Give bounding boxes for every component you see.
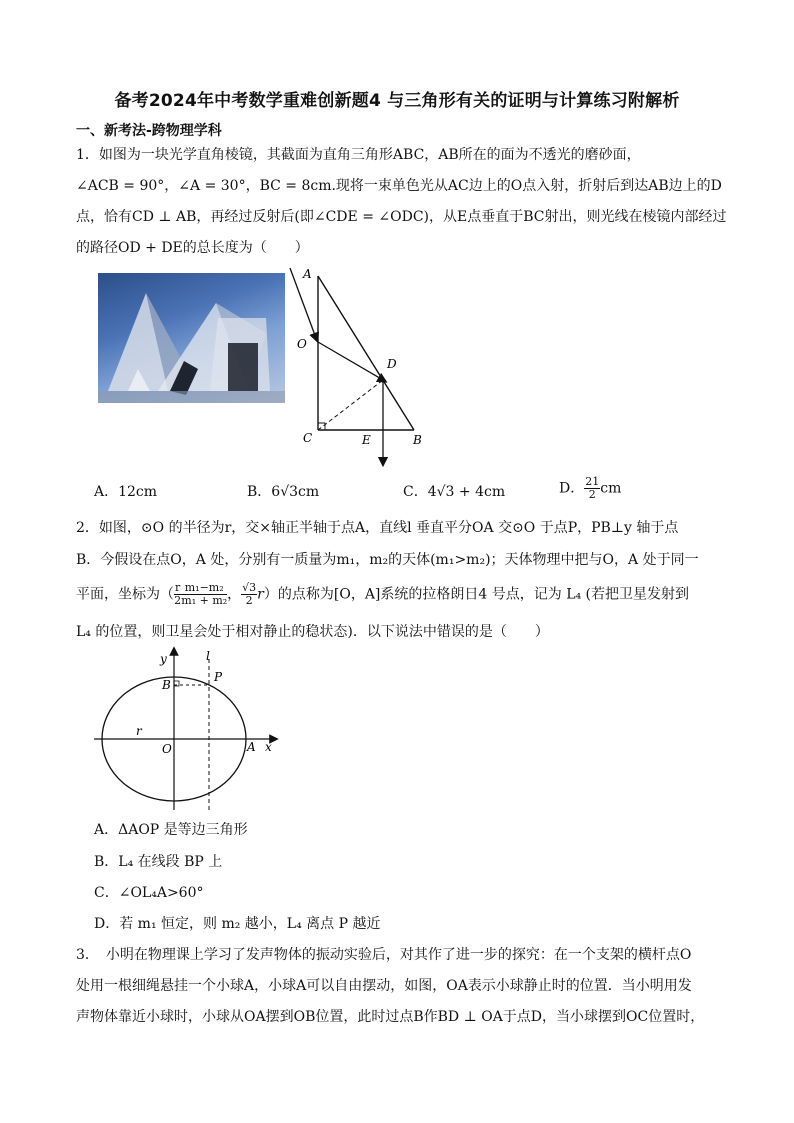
q3-line-1: 3． 小明在物理课上学习了发声物体的振动实验后，对其作了进一步的探究：在一个支架的横杆点O: [76, 947, 692, 963]
q2-frac-3: [241, 582, 257, 607]
q1-option-d-unit: cm: [600, 480, 622, 497]
q1-option-d-den: 2: [588, 488, 596, 501]
q2-line-3-prefix: 平面，坐标为（: [76, 586, 174, 603]
q2-option-d: D．若 m₁ 恒定，则 m₂ 越小，L₄ 离点 P 越近: [94, 916, 381, 932]
q2-frac-1-den: 2: [174, 594, 182, 607]
q2-frac-2-num: m₁−m₂: [181, 582, 227, 595]
q1-line-1: 1．如图为一块光学直角棱镜，其截面为直角三角形ABC，AB所在的面为不透光的磨砂面，: [76, 147, 641, 163]
q1-option-d-fraction: [584, 476, 600, 501]
q3-line-3: 声物体靠近小球时，小球从OA摆到OB位置，此时过点B作BD ⊥ OA于点D，当小球摆到OC位置时，: [76, 1009, 705, 1025]
label-P: P: [214, 670, 223, 684]
q2-frac-2-den: m₁ + m₂: [181, 594, 228, 607]
q2-frac-3-tail: r: [257, 586, 264, 603]
q2-frac-3-den: 2: [245, 594, 253, 607]
label-O: O: [162, 742, 172, 756]
q1-line-2: ∠ACB = 90°，∠A = 30°，BC = 8cm.现将一束单色光从AC边上的O点入射，折射后到达AB边上的D: [76, 178, 722, 194]
label-x: x: [265, 740, 272, 754]
q2-line-3-suffix: ）的点称为[O，A]系统的拉格朗日4 号点，记为 L₄ (若把卫星发射到: [263, 586, 690, 603]
q1-option-b: B．6√3cm: [247, 484, 320, 500]
label-E: E: [362, 433, 371, 447]
q3-line-2: 处用一根细绳悬挂一个小球A，小球A可以自由摆动，如图，OA表示小球静止时的位置．当小明用发: [76, 978, 692, 994]
label-O: O: [297, 337, 307, 351]
label-B: B: [162, 678, 171, 692]
q1-option-d-prefix: D．: [559, 480, 585, 497]
q1-line-3: 点，恰有CD ⊥ AB，再经过反射后(即∠CDE = ∠ODC)，从E点垂直于BC射出，则光线在棱镜内部经过: [76, 209, 727, 225]
label-l: l: [206, 649, 210, 663]
section-heading: 一、新考法-跨物理学科: [76, 123, 222, 139]
q1-option-a: A．12cm: [94, 484, 158, 500]
q2-line-1: 2．如图，⊙O 的半径为r，交×轴正半轴于点A，直线l 垂直平分OA 交⊙O 于点P，PB⊥y 轴于点: [76, 520, 679, 536]
prism-photo: [98, 273, 285, 403]
label-A: A: [247, 740, 256, 754]
label-A: A: [303, 267, 312, 281]
label-D: D: [387, 357, 397, 371]
q1-option-c: C．4√3 + 4cm: [403, 484, 506, 500]
q2-line-3: 平面，坐标为（ $\frac{r}{2}$ $\frac{\text{m₁−m₂}}{\text{m₁ + m₂}}$ ， $\frac{√3}{2}$ r）的点称为[O，A]系统的拉格朗日4 号点，记为 L₄ (若把卫星发射到: [76, 581, 690, 607]
label-C: C: [303, 431, 313, 445]
q2-frac-3-num: √3: [242, 581, 257, 594]
q2-frac-2: [181, 582, 227, 607]
q2-option-c: C．∠OL₄A>60°: [94, 885, 204, 901]
q2-line-4: L₄ 的位置，则卫星会处于相对静止的稳状态)．以下说法中错误的是（ ）: [76, 624, 549, 640]
label-B: B: [413, 433, 422, 447]
q1-line-4: 的路径OD + DE的总长度为（ ）: [76, 240, 309, 256]
q2-option-b: B．L₄ 在线段 BP 上: [94, 854, 223, 870]
label-y: y: [160, 652, 167, 666]
q2-frac-1: [174, 582, 181, 607]
q1-triangle-diagram: [285, 262, 435, 472]
page-title: 备考2024年中考数学重难创新题4 与三角形有关的证明与计算练习附解析: [114, 91, 680, 111]
q2-circle-diagram: [92, 645, 282, 815]
label-r: r: [136, 724, 142, 738]
q2-line-2: B．今假设在点O，A 处，分别有一质量为m₁，m₂的天体(m₁>m₂)；天体物理中把与O，A 处于同一: [76, 552, 699, 568]
q2-option-a: A．ΔAOP 是等边三角形: [94, 822, 248, 838]
q1-option-d: [559, 476, 621, 501]
q1-option-d-num: 21: [585, 475, 600, 488]
q2-frac-1-num: r: [175, 581, 181, 594]
